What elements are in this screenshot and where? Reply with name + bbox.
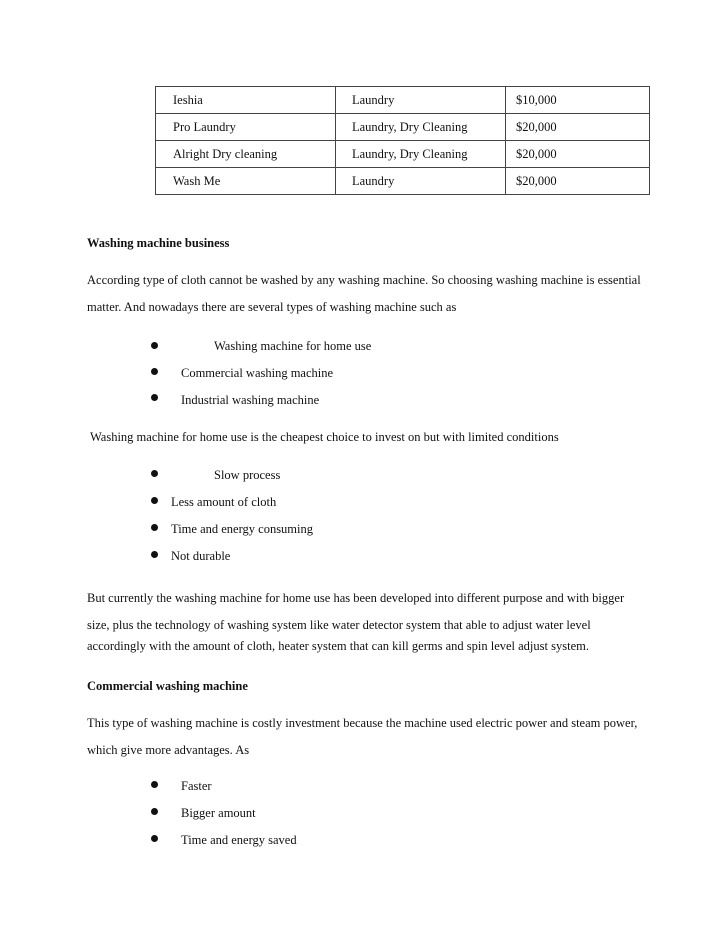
table-cell-cost: $20,000 [506, 114, 650, 141]
section-heading-commercial: Commercial washing machine [87, 679, 248, 693]
table-row [156, 87, 650, 114]
paragraph-line: This type of washing machine is costly investment because the machine used electric power and steam power, [87, 716, 638, 730]
list-item: Slow process [214, 468, 281, 482]
paragraph-line: accordingly with the amount of cloth, heater system that can kill germs and spin level adjust system. [87, 639, 589, 653]
list-item: Faster [181, 779, 212, 793]
table-row [156, 114, 650, 141]
list-item: Time and energy saved [181, 833, 297, 847]
paragraph-line: According type of cloth cannot be washed by any washing machine. So choosing washing machine is essential [87, 273, 641, 287]
bullet-icon [151, 368, 158, 375]
bullet-icon [151, 524, 158, 531]
business-comparison-table [155, 86, 650, 195]
list-item: Bigger amount [181, 806, 256, 820]
table-cell-cost: $20,000 [506, 168, 650, 195]
table-cell-service: Laundry [336, 87, 506, 114]
paragraph-line: But currently the washing machine for home use has been developed into different purpose and with bigger [87, 591, 625, 605]
list-item: Industrial washing machine [181, 393, 320, 407]
table-cell-name: Wash Me [156, 168, 336, 195]
table-cell-cost: $20,000 [506, 141, 650, 168]
bullet-icon [151, 551, 158, 558]
paragraph-line: matter. And nowadays there are several types of washing machine such as [87, 300, 457, 314]
bullet-icon [151, 808, 158, 815]
table-cell-name: Pro Laundry [156, 114, 336, 141]
table-cell-service: Laundry, Dry Cleaning [336, 141, 506, 168]
list-item: Washing machine for home use [214, 339, 372, 353]
list-item: Not durable [171, 549, 231, 563]
table-row [156, 168, 650, 195]
section-heading-washing-business: Washing machine business [87, 236, 230, 250]
table-cell-service: Laundry [336, 168, 506, 195]
bullet-icon [151, 342, 158, 349]
table-cell-cost: $10,000 [506, 87, 650, 114]
table-cell-service: Laundry, Dry Cleaning [336, 114, 506, 141]
bullet-icon [151, 394, 158, 401]
list-item: Less amount of cloth [171, 495, 277, 509]
table-row [156, 141, 650, 168]
table-cell-name: Alright Dry cleaning [156, 141, 336, 168]
paragraph-line: size, plus the technology of washing system like water detector system that able to adjust water level [87, 618, 591, 632]
table-cell-name: Ieshia [156, 87, 336, 114]
list-item: Time and energy consuming [171, 522, 314, 536]
list-item: Commercial washing machine [181, 366, 334, 380]
bullet-icon [151, 835, 158, 842]
bullet-icon [151, 470, 158, 477]
bullet-icon [151, 781, 158, 788]
paragraph-line: which give more advantages. As [87, 743, 250, 757]
bullet-icon [151, 497, 158, 504]
paragraph-line: Washing machine for home use is the cheapest choice to invest on but with limited conditions [90, 430, 559, 444]
